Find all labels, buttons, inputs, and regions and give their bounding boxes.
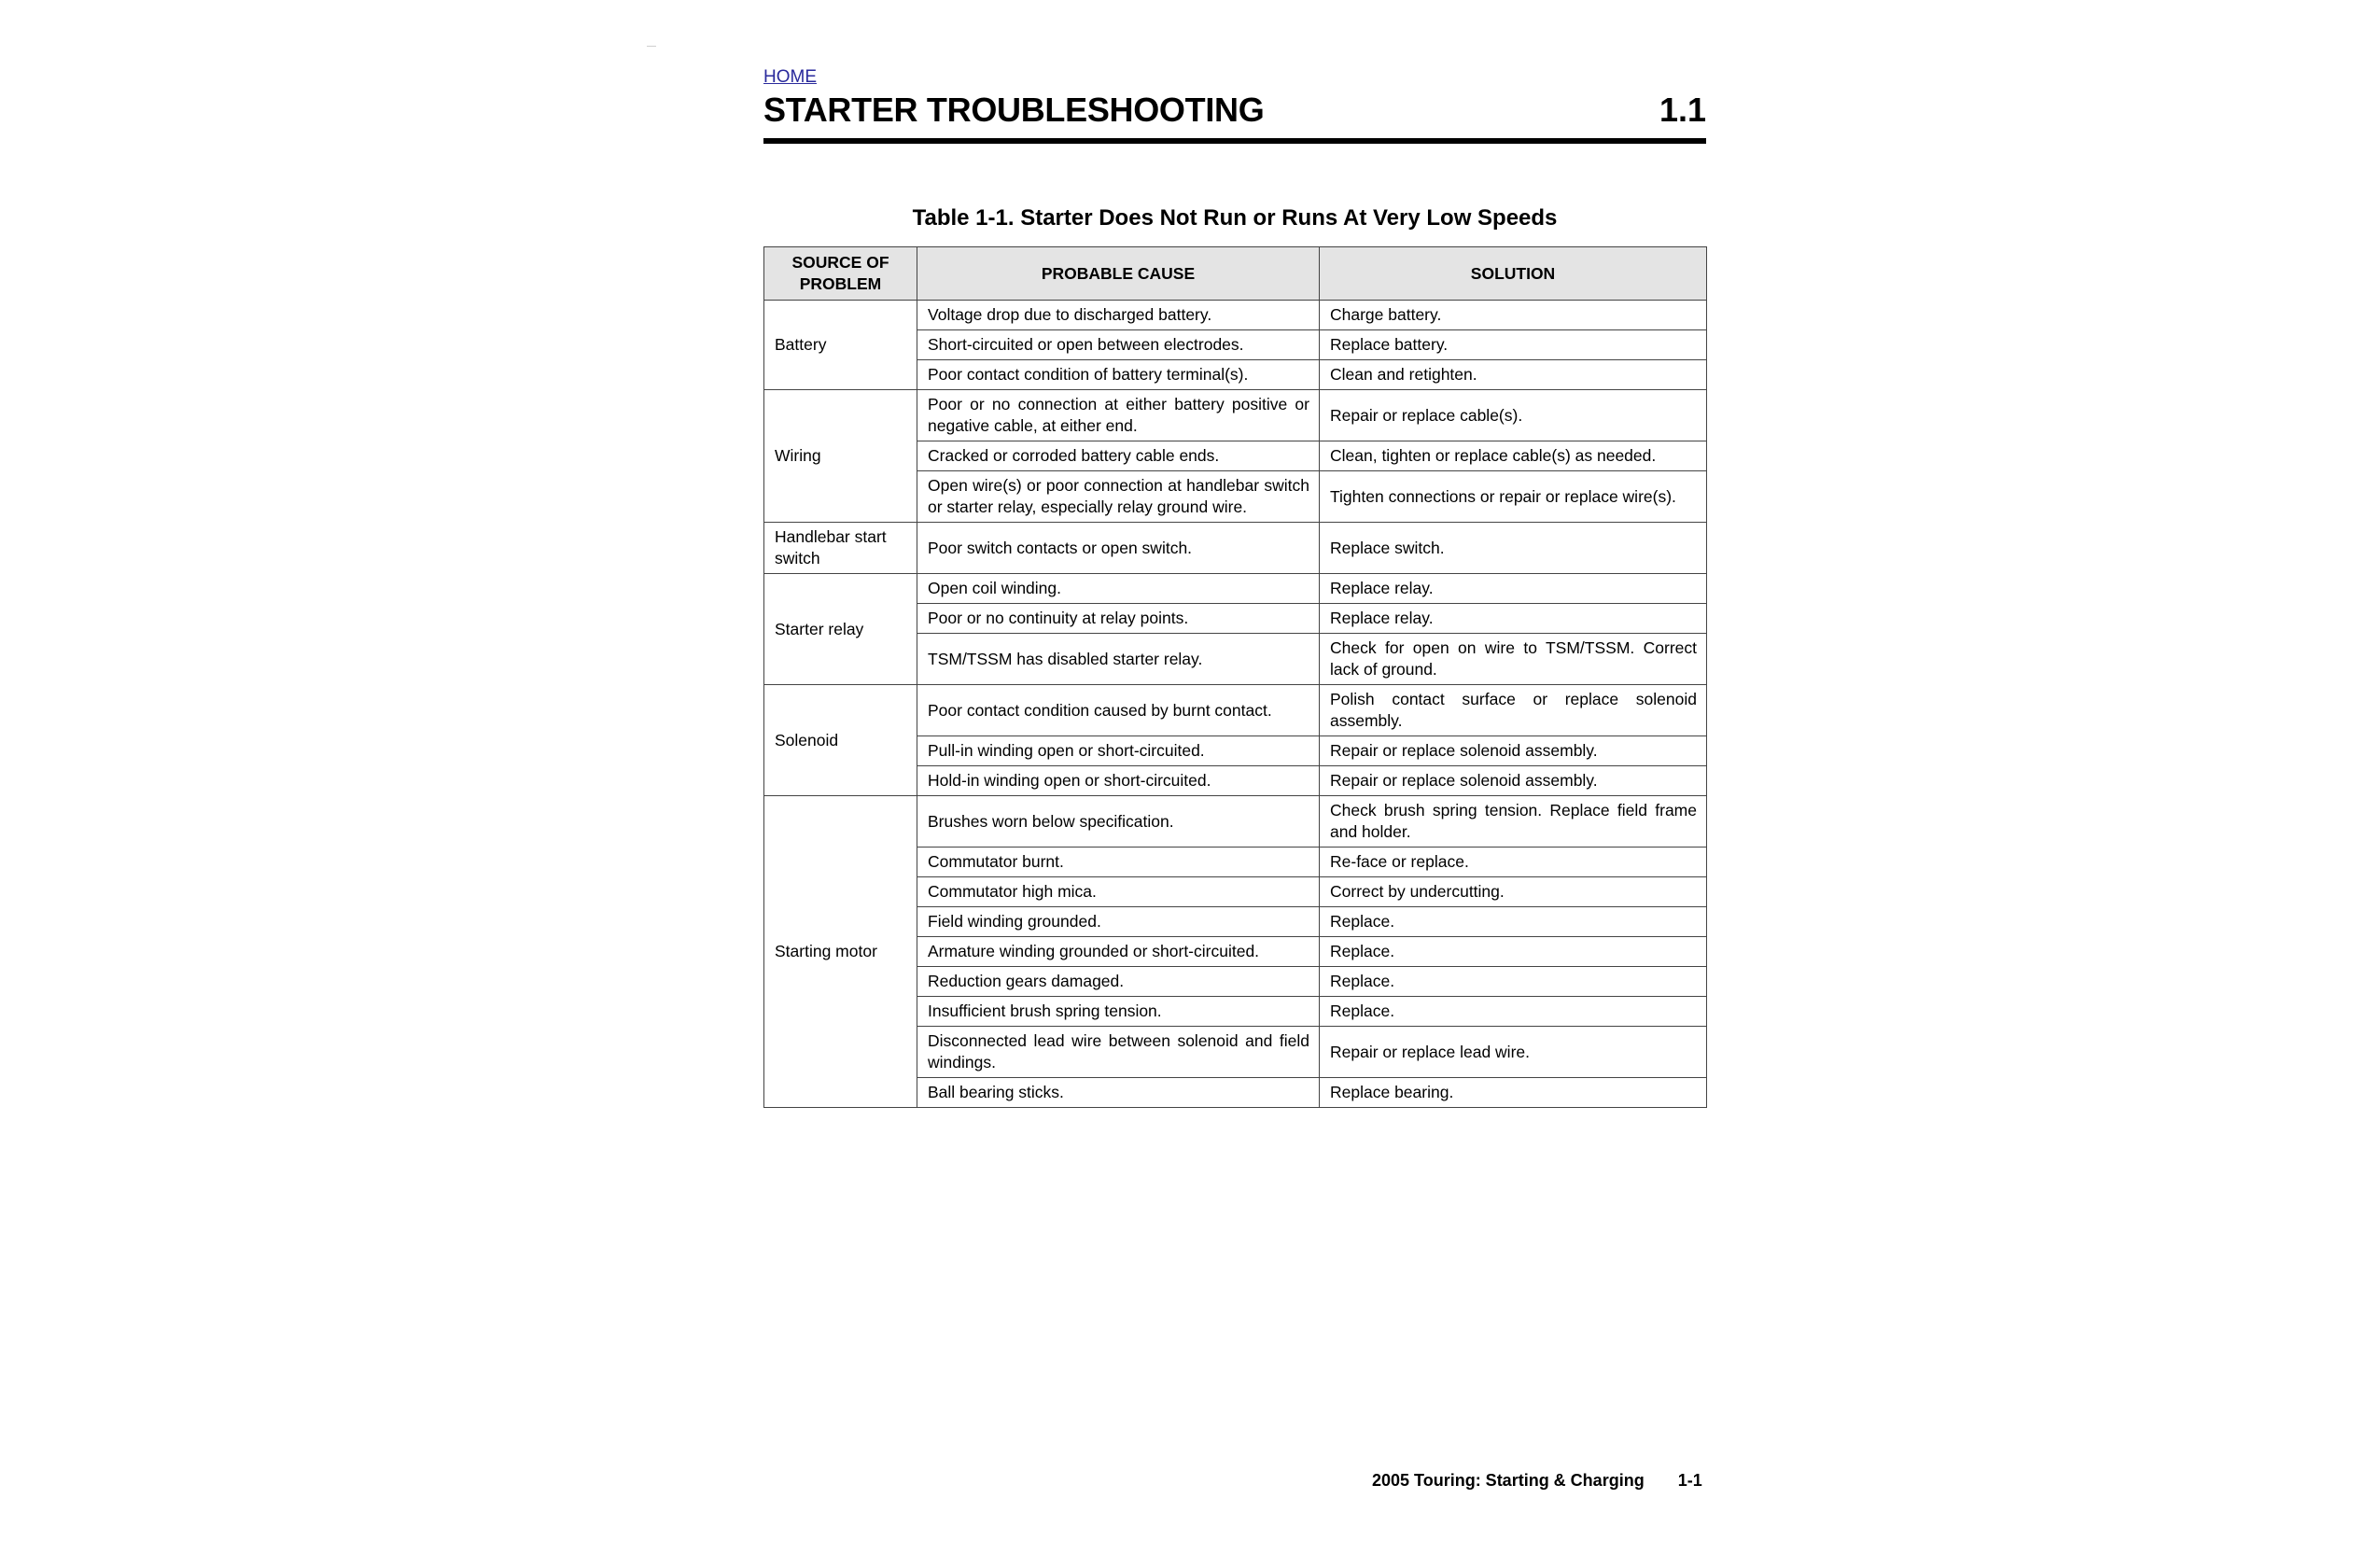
cause-cell: Short-circuited or open between electrodes. — [917, 330, 1320, 360]
title-bar — [763, 91, 1706, 144]
footer-manual-title: 2005 Touring: Starting & Charging — [1372, 1471, 1645, 1490]
solution-cell: Tighten connections or repair or replace wire(s). — [1320, 471, 1707, 523]
solution-cell: Clean, tighten or replace cable(s) as needed. — [1320, 441, 1707, 471]
cause-cell: Reduction gears damaged. — [917, 967, 1320, 997]
source-cell: Starter relay — [764, 574, 917, 685]
solution-cell: Replace relay. — [1320, 574, 1707, 604]
source-cell: Solenoid — [764, 685, 917, 796]
cause-cell: Pull-in winding open or short-circuited. — [917, 736, 1320, 766]
solution-cell: Repair or replace lead wire. — [1320, 1027, 1707, 1078]
table-row — [764, 685, 1707, 736]
source-cell: Starting motor — [764, 796, 917, 1108]
footer-page-number: 1-1 — [1677, 1471, 1702, 1490]
solution-cell: Check brush spring tension. Replace field frame and holder. — [1320, 796, 1707, 848]
page-title: STARTER TROUBLESHOOTING — [763, 91, 1265, 129]
solution-cell: Repair or replace solenoid assembly. — [1320, 736, 1707, 766]
solution-cell: Repair or replace cable(s). — [1320, 390, 1707, 441]
troubleshooting-table — [763, 246, 1707, 1108]
solution-cell: Replace switch. — [1320, 523, 1707, 574]
solution-cell: Clean and retighten. — [1320, 360, 1707, 390]
cause-cell: Disconnected lead wire between solenoid and field windings. — [917, 1027, 1320, 1078]
table-body — [764, 301, 1707, 1108]
cause-cell: Cracked or corroded battery cable ends. — [917, 441, 1320, 471]
column-header-source: SOURCE OF PROBLEM — [764, 247, 917, 301]
solution-cell: Replace bearing. — [1320, 1078, 1707, 1108]
solution-cell: Check for open on wire to TSM/TSSM. Correct lack of ground. — [1320, 634, 1707, 685]
table-row — [764, 796, 1707, 848]
table-row — [764, 390, 1707, 441]
cause-cell: Insufficient brush spring tension. — [917, 997, 1320, 1027]
table-caption: Table 1-1. Starter Does Not Run or Runs At Very Low Speeds — [912, 205, 1558, 231]
source-cell: Wiring — [764, 390, 917, 523]
table-row — [764, 301, 1707, 330]
solution-cell: Replace. — [1320, 937, 1707, 967]
cause-cell: Open wire(s) or poor connection at handlebar switch or starter relay, especially relay ground wire. — [917, 471, 1320, 523]
cause-cell: Hold-in winding open or short-circuited. — [917, 766, 1320, 796]
solution-cell: Replace. — [1320, 907, 1707, 937]
column-header-cause: PROBABLE CAUSE — [917, 247, 1320, 301]
cause-cell: TSM/TSSM has disabled starter relay. — [917, 634, 1320, 685]
page-footer — [1372, 1471, 1702, 1491]
solution-cell: Replace. — [1320, 967, 1707, 997]
solution-cell: Repair or replace solenoid assembly. — [1320, 766, 1707, 796]
column-header-solution: SOLUTION — [1320, 247, 1707, 301]
cause-cell: Commutator high mica. — [917, 877, 1320, 907]
cause-cell: Ball bearing sticks. — [917, 1078, 1320, 1108]
table-row — [764, 574, 1707, 604]
table-row — [764, 523, 1707, 574]
cause-cell: Poor contact condition caused by burnt contact. — [917, 685, 1320, 736]
solution-cell: Replace. — [1320, 997, 1707, 1027]
cause-cell: Poor or no continuity at relay points. — [917, 604, 1320, 634]
solution-cell: Replace relay. — [1320, 604, 1707, 634]
scan-mark — [647, 46, 656, 47]
source-cell: Handlebar start switch — [764, 523, 917, 574]
document-page — [763, 67, 1706, 1108]
solution-cell: Replace battery. — [1320, 330, 1707, 360]
cause-cell: Armature winding grounded or short-circuited. — [917, 937, 1320, 967]
source-cell: Battery — [764, 301, 917, 390]
cause-cell: Voltage drop due to discharged battery. — [917, 301, 1320, 330]
solution-cell: Charge battery. — [1320, 301, 1707, 330]
home-link[interactable]: HOME — [763, 67, 817, 87]
cause-cell: Poor contact condition of battery terminal(s). — [917, 360, 1320, 390]
solution-cell: Correct by undercutting. — [1320, 877, 1707, 907]
cause-cell: Open coil winding. — [917, 574, 1320, 604]
solution-cell: Re-face or replace. — [1320, 848, 1707, 877]
cause-cell: Commutator burnt. — [917, 848, 1320, 877]
table-header-row — [764, 247, 1707, 301]
cause-cell: Poor or no connection at either battery positive or negative cable, at either end. — [917, 390, 1320, 441]
cause-cell: Brushes worn below specification. — [917, 796, 1320, 848]
solution-cell: Polish contact surface or replace solenoid assembly. — [1320, 685, 1707, 736]
section-number: 1.1 — [1659, 91, 1706, 129]
cause-cell: Field winding grounded. — [917, 907, 1320, 937]
cause-cell: Poor switch contacts or open switch. — [917, 523, 1320, 574]
